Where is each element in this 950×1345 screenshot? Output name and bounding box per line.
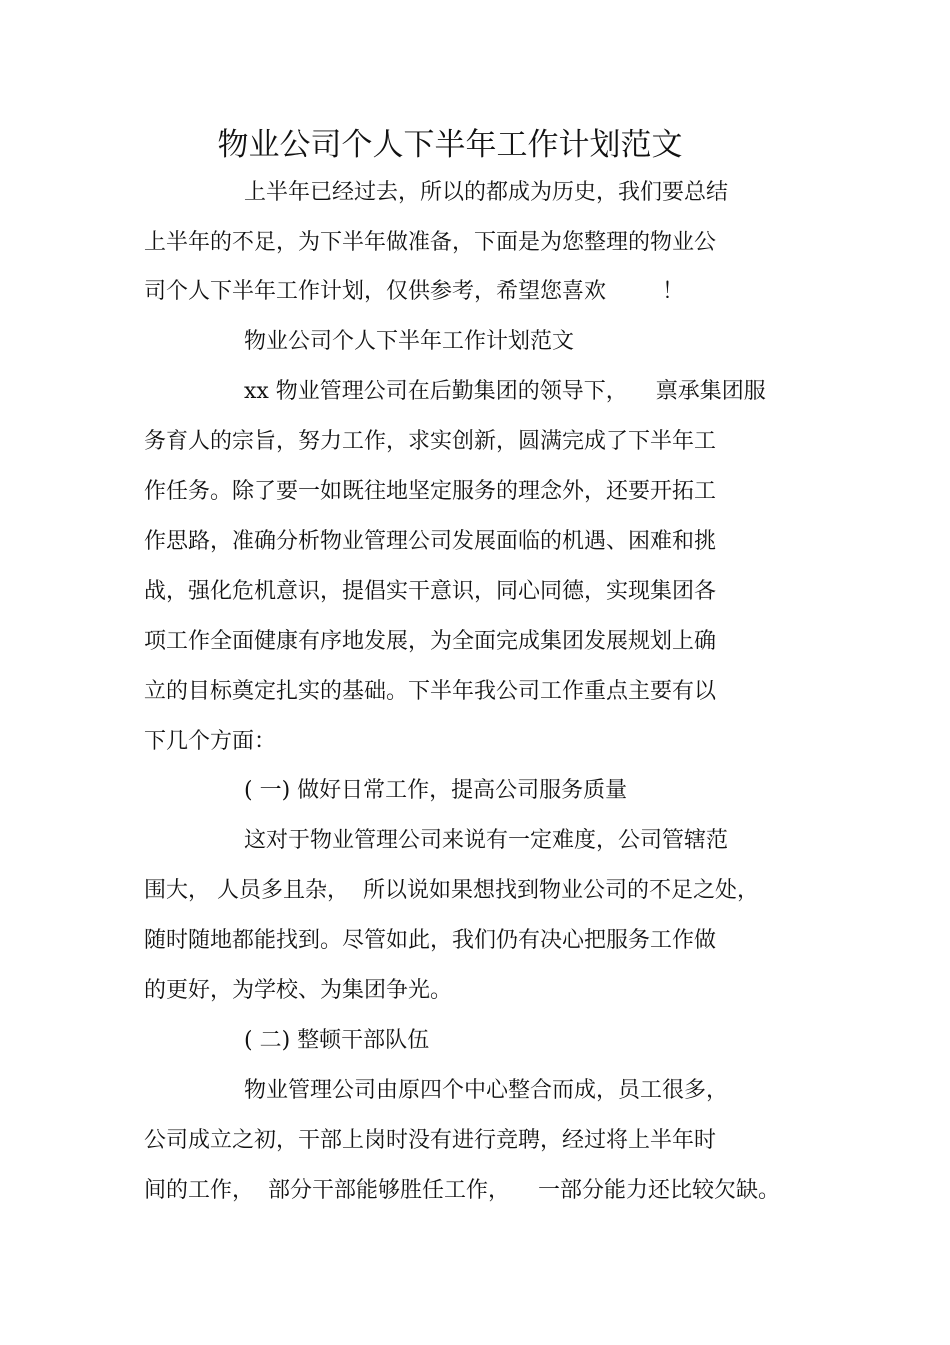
paragraph-line: 下几个方面： xyxy=(144,729,277,754)
paragraph-line: 司个人下半年工作计划，仅供参考，希望您喜欢 ！ xyxy=(144,279,684,304)
subtitle-line: 物业公司个人下半年工作计划范文 xyxy=(244,329,575,354)
paragraph-line: 物业管理公司由原四个中心整合而成，员工很多， xyxy=(244,1078,729,1103)
paragraph-line: 作任务。除了要一如既往地坚定服务的理念外，还要开拓工 xyxy=(144,479,717,504)
paragraph-line: 的更好，为学校、为集团争光。 xyxy=(144,978,453,1003)
paragraph-line: 这对于物业管理公司来说有一定难度，公司管辖范 xyxy=(244,828,729,853)
paragraph-line: 上半年的不足，为下半年做准备，下面是为您整理的物业公 xyxy=(144,230,717,255)
section-heading: ( 二) 整顿干部队伍 xyxy=(244,1028,430,1053)
paragraph-line: 立的目标奠定扎实的基础。下半年我公司工作重点主要有以 xyxy=(144,679,717,704)
document-title: 物业公司个人下半年工作计划范文 xyxy=(217,127,683,163)
paragraph-line: 公司成立之初，干部上岗时没有进行竞聘，经过将上半年时 xyxy=(144,1128,717,1153)
paragraph-line: 间的工作， 部分干部能够胜任工作， 一部分能力还比较欠缺。 xyxy=(144,1178,780,1203)
paragraph-line: 战，强化危机意识，提倡实干意识，同心同德，实现集团各 xyxy=(144,579,717,604)
paragraph-line: 项工作全面健康有序地发展，为全面完成集团发展规划上确 xyxy=(144,629,717,654)
paragraph-line: 随时随地都能找到。尽管如此，我们仍有决心把服务工作做 xyxy=(144,928,717,953)
paragraph-line: 上半年已经过去，所以的都成为历史，我们要总结 xyxy=(244,180,729,205)
paragraph-line: xx 物业管理公司在后勤集团的领导下， 禀承集团服 xyxy=(244,379,766,404)
paragraph-line: 作思路，准确分析物业管理公司发展面临的机遇、困难和挑 xyxy=(144,529,717,554)
paragraph-line: 务育人的宗旨，努力工作，求实创新，圆满完成了下半年工 xyxy=(144,429,717,454)
paragraph-line: 围大， 人员多且杂， 所以说如果想找到物业公司的不足之处， xyxy=(144,878,759,903)
section-heading: ( 一) 做好日常工作，提高公司服务质量 xyxy=(244,778,628,803)
